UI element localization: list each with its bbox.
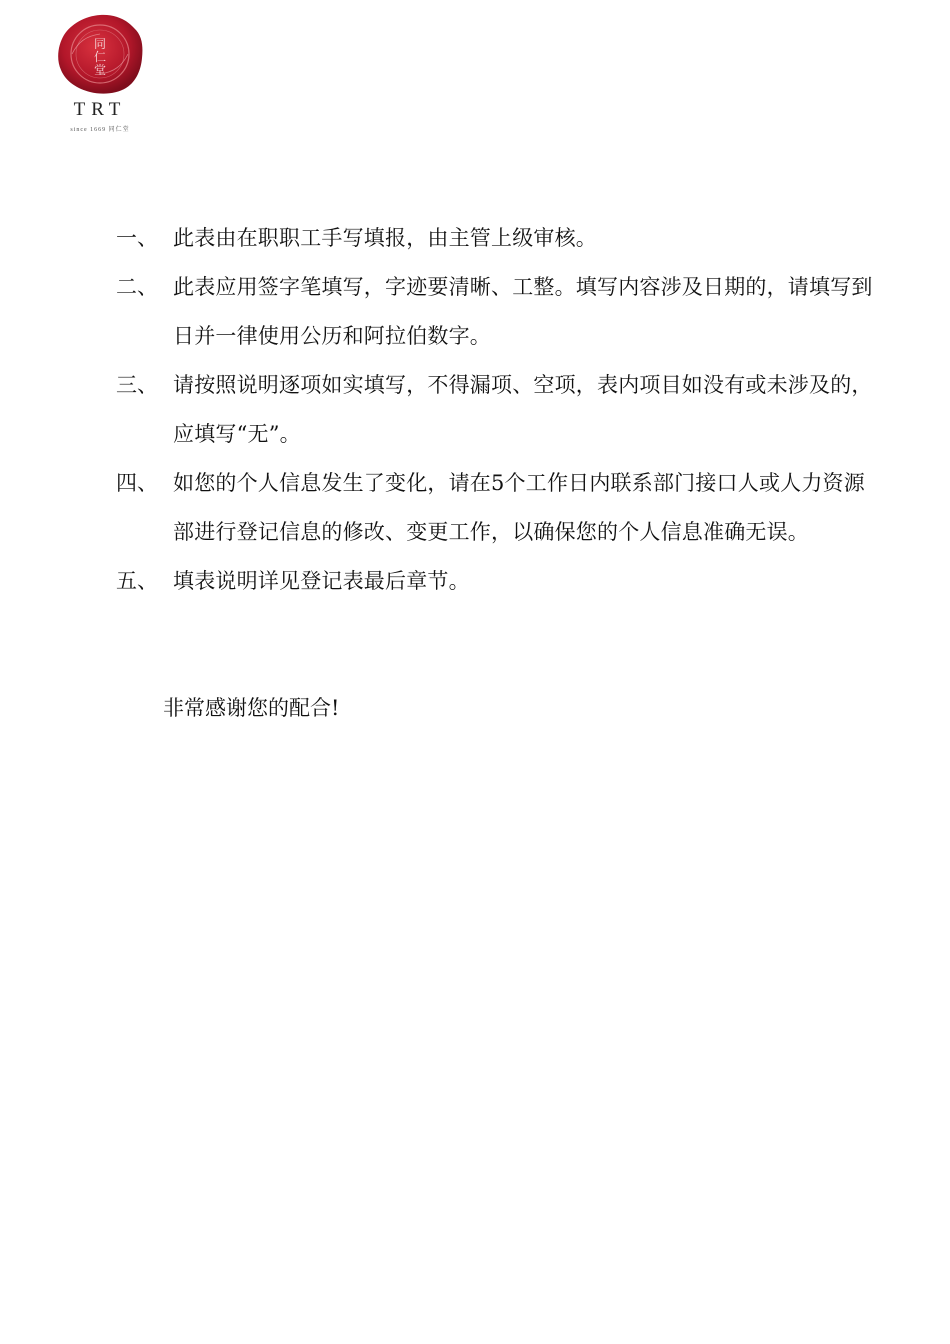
instruction-item-2 bbox=[116, 263, 876, 361]
instruction-item-4 bbox=[116, 459, 876, 557]
instruction-text: 此表由在职职工手写填报，由主管上级审核。 bbox=[173, 226, 597, 250]
thanks-message: 非常感谢您的配合! bbox=[163, 696, 340, 720]
seal-char-3: 堂 bbox=[93, 63, 107, 77]
instruction-number: 四、 bbox=[116, 471, 158, 495]
instruction-number: 三、 bbox=[116, 373, 158, 397]
instruction-number: 一、 bbox=[116, 226, 158, 250]
instruction-item-5 bbox=[116, 557, 876, 606]
company-logo bbox=[52, 8, 152, 133]
instruction-number: 二、 bbox=[116, 275, 158, 299]
instruction-number: 五、 bbox=[116, 569, 158, 593]
instruction-list bbox=[116, 214, 876, 606]
instruction-text: 此表应用签字笔填写，字迹要清晰、工整。填写内容涉及日期的，请填写到日并一律使用公历和阿拉伯数字。 bbox=[173, 275, 873, 348]
seal-char-1: 同 bbox=[93, 37, 107, 51]
seal-char-2: 仁 bbox=[93, 50, 107, 64]
wax-seal-icon bbox=[56, 12, 144, 96]
logo-tagline: since 1669 同仁堂 bbox=[70, 127, 130, 133]
logo-brand-text: TRT bbox=[73, 99, 127, 120]
instruction-item-1 bbox=[116, 214, 876, 263]
instruction-text: 请按照说明逐项如实填写，不得漏项、空项，表内项目如没有或未涉及的，应填写“无”。 bbox=[173, 373, 873, 446]
instruction-item-3 bbox=[116, 361, 876, 459]
instruction-text: 如您的个人信息发生了变化，请在5个工作日内联系部门接口人或人力资源部进行登记信息的修改、变更工作，以确保您的个人信息准确无误。 bbox=[173, 471, 865, 544]
instruction-text: 填表说明详见登记表最后章节。 bbox=[173, 569, 470, 593]
